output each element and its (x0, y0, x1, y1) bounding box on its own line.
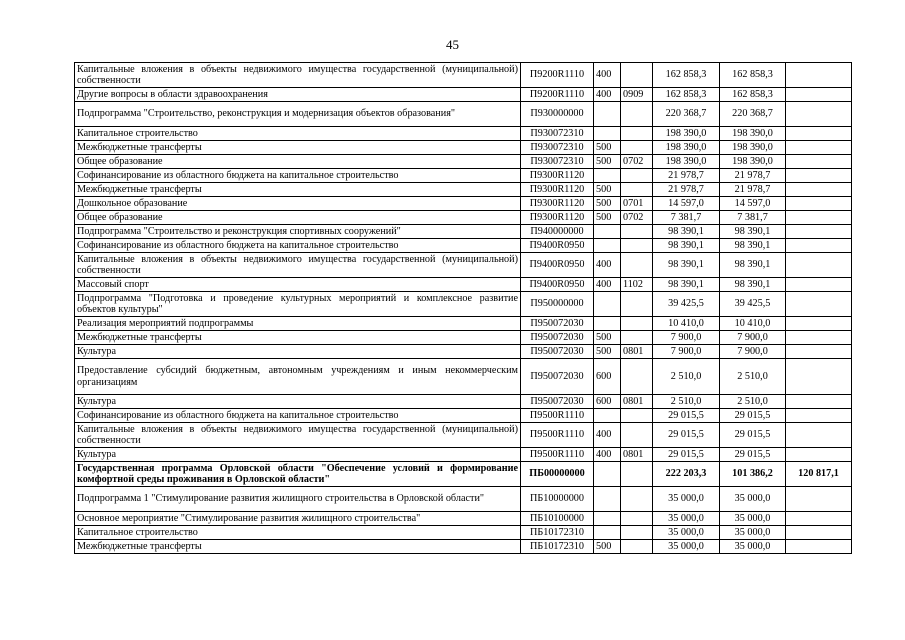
row-amount-2-cell: 35 000,0 (720, 487, 786, 512)
row-amount-2-cell: 198 390,0 (720, 141, 786, 155)
budget-table (74, 62, 852, 554)
row-code-cell: П950072030 (521, 317, 594, 331)
row-amount-2-cell: 35 000,0 (720, 512, 786, 526)
row-name-cell: Государственная программа Орловской области "Обеспечение условий и формирование комфортной среды проживания в Орловской области" (75, 462, 521, 487)
row-amount-total-cell: 198 390,0 (653, 155, 720, 169)
table-row (75, 88, 852, 102)
row-amount-3-cell (786, 183, 852, 197)
row-name-cell: Предоставление субсидий бюджетным, автономным учреждениям и иным некоммерческим организациям (75, 359, 521, 395)
row-amount-total-cell: 7 900,0 (653, 331, 720, 345)
row-code-cell: П9500R1110 (521, 409, 594, 423)
table-row (75, 331, 852, 345)
row-amount-total-cell: 14 597,0 (653, 197, 720, 211)
row-amount-3-cell (786, 292, 852, 317)
row-amount-total-cell: 98 390,1 (653, 225, 720, 239)
table-row (75, 169, 852, 183)
row-amount-3-cell (786, 359, 852, 395)
row-section-cell: 0801 (621, 345, 653, 359)
row-expense-type-cell: 400 (594, 63, 621, 88)
table-row (75, 155, 852, 169)
row-name-cell: Реализация мероприятий подпрограммы (75, 317, 521, 331)
row-expense-type-cell (594, 127, 621, 141)
row-amount-2-cell: 220 368,7 (720, 102, 786, 127)
table-row (75, 211, 852, 225)
row-amount-total-cell: 35 000,0 (653, 526, 720, 540)
row-amount-2-cell: 101 386,2 (720, 462, 786, 487)
row-amount-2-cell: 39 425,5 (720, 292, 786, 317)
table-row (75, 102, 852, 127)
row-amount-2-cell: 14 597,0 (720, 197, 786, 211)
row-section-cell (621, 102, 653, 127)
row-amount-total-cell: 220 368,7 (653, 102, 720, 127)
row-name-cell: Межбюджетные трансферты (75, 540, 521, 554)
row-code-cell: П9300R1120 (521, 169, 594, 183)
row-amount-total-cell: 29 015,5 (653, 409, 720, 423)
row-name-cell: Межбюджетные трансферты (75, 141, 521, 155)
row-section-cell: 0701 (621, 197, 653, 211)
table-row (75, 197, 852, 211)
table-row (75, 317, 852, 331)
row-expense-type-cell (594, 239, 621, 253)
row-code-cell: П9200R1110 (521, 63, 594, 88)
row-expense-type-cell (594, 409, 621, 423)
row-section-cell (621, 317, 653, 331)
row-name-cell: Подпрограмма "Строительство, реконструкция и модернизация объектов образования" (75, 102, 521, 127)
row-section-cell (621, 63, 653, 88)
row-amount-2-cell: 2 510,0 (720, 359, 786, 395)
row-amount-2-cell: 98 390,1 (720, 239, 786, 253)
row-code-cell: П9200R1110 (521, 88, 594, 102)
row-section-cell (621, 127, 653, 141)
row-name-cell: Подпрограмма 1 "Стимулирование развития жилищного строительства в Орловской области" (75, 487, 521, 512)
row-amount-total-cell: 198 390,0 (653, 127, 720, 141)
row-amount-total-cell: 222 203,3 (653, 462, 720, 487)
row-name-cell: Капитальное строительство (75, 127, 521, 141)
row-code-cell: П9400R0950 (521, 278, 594, 292)
row-amount-3-cell (786, 345, 852, 359)
row-name-cell: Подпрограмма "Строительство и реконструкция спортивных сооружений" (75, 225, 521, 239)
row-expense-type-cell: 600 (594, 395, 621, 409)
row-amount-2-cell: 35 000,0 (720, 526, 786, 540)
row-amount-3-cell (786, 169, 852, 183)
row-expense-type-cell (594, 487, 621, 512)
row-name-cell: Культура (75, 448, 521, 462)
row-amount-total-cell: 98 390,1 (653, 239, 720, 253)
row-expense-type-cell: 500 (594, 155, 621, 169)
row-expense-type-cell (594, 102, 621, 127)
row-expense-type-cell: 500 (594, 211, 621, 225)
row-expense-type-cell: 400 (594, 253, 621, 278)
row-amount-2-cell: 10 410,0 (720, 317, 786, 331)
table-row (75, 409, 852, 423)
row-section-cell (621, 359, 653, 395)
row-name-cell: Другие вопросы в области здравоохранения (75, 88, 521, 102)
row-name-cell: Межбюджетные трансферты (75, 331, 521, 345)
row-code-cell: П930072310 (521, 127, 594, 141)
row-section-cell (621, 183, 653, 197)
row-name-cell: Капитальные вложения в объекты недвижимого имущества государственной (муниципальной) собственности (75, 253, 521, 278)
row-code-cell: П950072030 (521, 331, 594, 345)
row-amount-total-cell: 7 381,7 (653, 211, 720, 225)
row-amount-2-cell: 162 858,3 (720, 88, 786, 102)
row-amount-3-cell (786, 102, 852, 127)
row-code-cell: П950000000 (521, 292, 594, 317)
row-expense-type-cell: 400 (594, 278, 621, 292)
row-name-cell: Капитальные вложения в объекты недвижимого имущества государственной (муниципальной) собственности (75, 63, 521, 88)
row-amount-total-cell: 162 858,3 (653, 63, 720, 88)
row-amount-2-cell: 7 900,0 (720, 331, 786, 345)
row-amount-3-cell: 120 817,1 (786, 462, 852, 487)
row-code-cell: ПБ10172310 (521, 540, 594, 554)
row-amount-2-cell: 7 381,7 (720, 211, 786, 225)
row-amount-3-cell (786, 395, 852, 409)
row-amount-3-cell (786, 88, 852, 102)
row-expense-type-cell (594, 169, 621, 183)
row-code-cell: П930000000 (521, 102, 594, 127)
row-section-cell: 0909 (621, 88, 653, 102)
row-amount-2-cell: 98 390,1 (720, 253, 786, 278)
row-amount-3-cell (786, 423, 852, 448)
row-amount-2-cell: 2 510,0 (720, 395, 786, 409)
row-amount-3-cell (786, 155, 852, 169)
row-amount-3-cell (786, 127, 852, 141)
row-name-cell: Софинансирование из областного бюджета на капитальное строительство (75, 409, 521, 423)
row-amount-2-cell: 198 390,0 (720, 155, 786, 169)
row-expense-type-cell: 500 (594, 540, 621, 554)
row-amount-total-cell: 98 390,1 (653, 278, 720, 292)
row-code-cell: П950072030 (521, 359, 594, 395)
row-expense-type-cell (594, 512, 621, 526)
row-code-cell: П9500R1110 (521, 423, 594, 448)
row-name-cell: Капитальное строительство (75, 526, 521, 540)
table-row (75, 526, 852, 540)
row-section-cell (621, 526, 653, 540)
row-amount-total-cell: 35 000,0 (653, 487, 720, 512)
row-code-cell: ПБ10172310 (521, 526, 594, 540)
row-name-cell: Софинансирование из областного бюджета на капитальное строительство (75, 169, 521, 183)
table-row (75, 487, 852, 512)
row-code-cell: П930072310 (521, 141, 594, 155)
row-name-cell: Общее образование (75, 155, 521, 169)
row-section-cell (621, 225, 653, 239)
row-amount-total-cell: 162 858,3 (653, 88, 720, 102)
row-amount-3-cell (786, 211, 852, 225)
table-row (75, 239, 852, 253)
row-code-cell: П950072030 (521, 345, 594, 359)
row-amount-2-cell: 29 015,5 (720, 448, 786, 462)
table-row (75, 512, 852, 526)
budget-table-body (75, 63, 852, 554)
row-amount-3-cell (786, 63, 852, 88)
row-amount-3-cell (786, 448, 852, 462)
row-code-cell: П9300R1120 (521, 197, 594, 211)
row-code-cell: П940000000 (521, 225, 594, 239)
row-amount-total-cell: 7 900,0 (653, 345, 720, 359)
row-amount-3-cell (786, 409, 852, 423)
table-row (75, 253, 852, 278)
row-code-cell: П9400R0950 (521, 239, 594, 253)
row-name-cell: Основное мероприятие "Стимулирование развития жилищного строительства" (75, 512, 521, 526)
table-row (75, 127, 852, 141)
row-section-cell (621, 141, 653, 155)
row-amount-total-cell: 198 390,0 (653, 141, 720, 155)
table-row (75, 141, 852, 155)
row-amount-total-cell: 2 510,0 (653, 359, 720, 395)
row-section-cell (621, 292, 653, 317)
row-amount-2-cell: 35 000,0 (720, 540, 786, 554)
row-code-cell: П9400R0950 (521, 253, 594, 278)
row-section-cell: 1102 (621, 278, 653, 292)
table-row (75, 183, 852, 197)
row-amount-3-cell (786, 278, 852, 292)
row-code-cell: П9500R1110 (521, 448, 594, 462)
row-expense-type-cell: 500 (594, 197, 621, 211)
row-name-cell: Культура (75, 345, 521, 359)
row-name-cell: Подпрограмма "Подготовка и проведение культурных мероприятий и комплексное развитие объектов культуры" (75, 292, 521, 317)
row-name-cell: Межбюджетные трансферты (75, 183, 521, 197)
row-section-cell (621, 331, 653, 345)
row-section-cell (621, 169, 653, 183)
row-amount-2-cell: 98 390,1 (720, 278, 786, 292)
row-amount-total-cell: 29 015,5 (653, 448, 720, 462)
row-expense-type-cell: 500 (594, 345, 621, 359)
table-row (75, 225, 852, 239)
row-amount-3-cell (786, 317, 852, 331)
row-section-cell (621, 540, 653, 554)
table-row (75, 292, 852, 317)
row-expense-type-cell: 600 (594, 359, 621, 395)
row-amount-total-cell: 98 390,1 (653, 253, 720, 278)
row-name-cell: Общее образование (75, 211, 521, 225)
row-expense-type-cell: 500 (594, 331, 621, 345)
row-expense-type-cell (594, 462, 621, 487)
table-row (75, 278, 852, 292)
row-amount-2-cell: 98 390,1 (720, 225, 786, 239)
row-code-cell: П950072030 (521, 395, 594, 409)
row-amount-total-cell: 35 000,0 (653, 512, 720, 526)
row-name-cell: Массовый спорт (75, 278, 521, 292)
row-amount-3-cell (786, 487, 852, 512)
row-name-cell: Культура (75, 395, 521, 409)
table-row (75, 540, 852, 554)
row-section-cell: 0702 (621, 155, 653, 169)
row-amount-total-cell: 2 510,0 (653, 395, 720, 409)
row-code-cell: П9300R1120 (521, 211, 594, 225)
row-amount-total-cell: 21 978,7 (653, 183, 720, 197)
table-row (75, 359, 852, 395)
row-code-cell: ПБ10000000 (521, 487, 594, 512)
table-row (75, 345, 852, 359)
row-expense-type-cell (594, 317, 621, 331)
row-amount-total-cell: 35 000,0 (653, 540, 720, 554)
row-code-cell: П930072310 (521, 155, 594, 169)
row-amount-3-cell (786, 225, 852, 239)
row-amount-3-cell (786, 526, 852, 540)
row-amount-2-cell: 21 978,7 (720, 183, 786, 197)
row-amount-2-cell: 29 015,5 (720, 423, 786, 448)
row-expense-type-cell: 400 (594, 423, 621, 448)
row-section-cell (621, 423, 653, 448)
row-code-cell: ПБ00000000 (521, 462, 594, 487)
row-section-cell: 0801 (621, 395, 653, 409)
row-amount-total-cell: 29 015,5 (653, 423, 720, 448)
row-expense-type-cell (594, 225, 621, 239)
row-amount-3-cell (786, 239, 852, 253)
row-code-cell: ПБ10100000 (521, 512, 594, 526)
row-amount-2-cell: 162 858,3 (720, 63, 786, 88)
row-amount-3-cell (786, 331, 852, 345)
row-expense-type-cell (594, 292, 621, 317)
row-section-cell (621, 239, 653, 253)
row-amount-total-cell: 39 425,5 (653, 292, 720, 317)
row-section-cell: 0702 (621, 211, 653, 225)
row-amount-2-cell: 21 978,7 (720, 169, 786, 183)
row-code-cell: П9300R1120 (521, 183, 594, 197)
row-section-cell (621, 409, 653, 423)
row-expense-type-cell (594, 526, 621, 540)
row-amount-2-cell: 198 390,0 (720, 127, 786, 141)
row-name-cell: Софинансирование из областного бюджета на капитальное строительство (75, 239, 521, 253)
row-amount-3-cell (786, 141, 852, 155)
row-section-cell (621, 462, 653, 487)
row-amount-2-cell: 7 900,0 (720, 345, 786, 359)
table-row (75, 395, 852, 409)
row-expense-type-cell: 500 (594, 141, 621, 155)
row-expense-type-cell: 400 (594, 448, 621, 462)
table-row (75, 462, 852, 487)
row-amount-2-cell: 29 015,5 (720, 409, 786, 423)
row-section-cell: 0801 (621, 448, 653, 462)
row-expense-type-cell: 400 (594, 88, 621, 102)
row-amount-3-cell (786, 253, 852, 278)
row-amount-3-cell (786, 512, 852, 526)
row-amount-3-cell (786, 540, 852, 554)
page-number: 45 (446, 37, 459, 52)
table-row (75, 63, 852, 88)
table-row (75, 423, 852, 448)
row-amount-total-cell: 21 978,7 (653, 169, 720, 183)
row-expense-type-cell: 500 (594, 183, 621, 197)
row-section-cell (621, 512, 653, 526)
table-row (75, 448, 852, 462)
row-name-cell: Капитальные вложения в объекты недвижимого имущества государственной (муниципальной) собственности (75, 423, 521, 448)
row-section-cell (621, 487, 653, 512)
row-name-cell: Дошкольное образование (75, 197, 521, 211)
row-amount-3-cell (786, 197, 852, 211)
row-section-cell (621, 253, 653, 278)
row-amount-total-cell: 10 410,0 (653, 317, 720, 331)
